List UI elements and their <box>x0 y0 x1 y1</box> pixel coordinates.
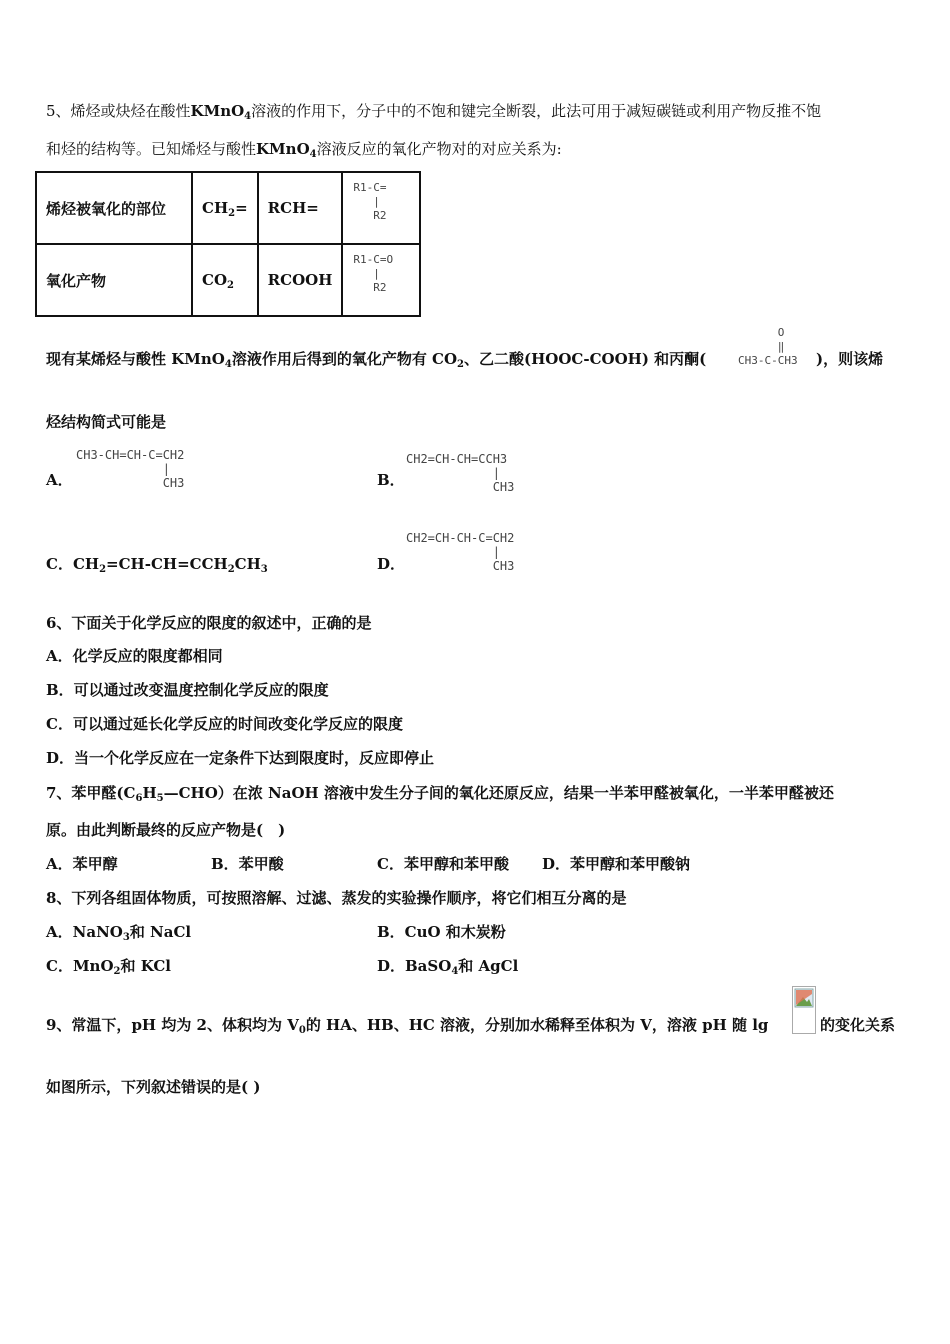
stem-text: 现有某烯烃与酸性 KMnO <box>46 350 225 368</box>
table-cell: RCH= <box>258 172 343 244</box>
q8-option-a <box>46 922 191 942</box>
cell-text: = <box>235 199 248 217</box>
sub: 4 <box>244 111 252 122</box>
q8-option-b: B．CuO 和木炭粉 <box>377 923 506 941</box>
table-cell: 氧化产物 <box>36 244 192 316</box>
table-cell <box>342 172 420 244</box>
stem-text: 溶液作用后得到的氧化产物有 CO <box>231 350 458 368</box>
structure-ketone: R1-C=O | R2 <box>353 253 394 294</box>
sub: 4 <box>309 149 317 160</box>
sub: 2 <box>99 564 107 575</box>
q5-stem: 现有某烯烃与酸性 KMnO$_4$溶液作用后得到的氧化产物有 $CO_2$、乙二酸(HOOC-COOH) 和丙酮( <box>46 350 707 370</box>
sub: 4 <box>224 359 232 370</box>
option-text: 和 NaCl <box>129 923 192 941</box>
table-row <box>36 244 420 316</box>
q5-line1-a: 5、烯烃或炔烃在酸性 <box>46 102 191 120</box>
q5-stem-end: )，则该烯 <box>816 350 884 368</box>
q5-line1-b: 溶液的作用下，分子中的不饱和键完全断裂，此法可用于减短碳链或利用产物反推不饱 <box>251 102 822 120</box>
table-cell <box>192 172 258 244</box>
broken-image-icon <box>792 986 816 1034</box>
q7-stem <box>46 783 834 803</box>
q5-line2-a: 和烃的结构等。已知烯烃与酸性 <box>46 140 257 158</box>
sub: 2 <box>227 564 235 575</box>
q5-option-a-label: A． <box>46 471 73 489</box>
stem-text: —CHO）在浓 NaOH 溶液中发生分子间的氧化还原反应，结果一半苯甲醛被氧化，一半苯甲醛被还 <box>163 784 834 802</box>
sub: 2 <box>228 208 236 219</box>
q8-option-d <box>377 956 518 976</box>
cell-text: CO <box>202 271 228 289</box>
sub: 2 <box>113 966 121 977</box>
q5-line2-b: 溶液反应的氧化产物对的对应关系为: <box>316 140 562 158</box>
q6-option-a: A．化学反应的限度都相同 <box>46 647 223 665</box>
stem-text: 的 HA、HB、HC 溶液，分别加水稀释至体积为 V，溶液 pH 随 lg <box>305 1016 769 1034</box>
option-label: C． <box>46 555 73 573</box>
q5-option-b-label: B． <box>377 471 405 489</box>
q6-option-b: B．可以通过改变温度控制化学反应的限度 <box>46 681 329 699</box>
option-text: CH <box>234 555 261 573</box>
sub: 6 <box>135 793 143 804</box>
sub: 3 <box>122 932 130 943</box>
q5-line1 <box>46 101 821 121</box>
table-cell: 烯烃被氧化的部位 <box>36 172 192 244</box>
table-cell <box>192 244 258 316</box>
q7-option-d: D．苯甲醇和苯甲酸钠 <box>542 855 691 873</box>
oxidation-table <box>35 171 421 317</box>
q5-option-a-structure: CH3-CH=CH-C=CH2 | CH3 <box>76 448 185 490</box>
table-row <box>36 172 420 244</box>
sub: 0 <box>298 1025 306 1036</box>
option-text: A．NaNO <box>46 923 123 941</box>
table-cell: RCOOH <box>258 244 343 316</box>
option-text: =CH-CH=CCH <box>106 555 228 573</box>
q6-option-d: D．当一个化学反应在一定条件下达到限度时，反应即停止 <box>46 749 435 767</box>
q5-option-b-structure: CH2=CH-CH=CCH3 | CH3 <box>406 452 515 494</box>
q5-option-c <box>46 554 268 574</box>
sub: 4 <box>451 966 459 977</box>
acetone-structure: O ‖ CH3-C-CH3 <box>738 326 798 367</box>
structure-r1-c-r2: R1-C= | R2 <box>353 181 387 222</box>
q6-option-c: C．可以通过延长化学反应的时间改变化学反应的限度 <box>46 715 403 733</box>
q9-stem-line2: 如图所示，下列叙述错误的是( ) <box>46 1078 261 1096</box>
kmno4-text: KMnO <box>190 102 245 120</box>
sub: 2 <box>227 280 234 291</box>
image-placeholder-icon <box>793 987 815 1009</box>
q5-option-d-structure: CH2=CH-CH-C=CH2 | CH3 <box>406 531 515 573</box>
kmno4-text: KMnO <box>256 140 310 158</box>
option-text: 和 AgCl <box>458 957 519 975</box>
q7-option-c: C．苯甲醇和苯甲酸 <box>377 855 509 873</box>
q8-stem: 8、下列各组固体物质，可按照溶解、过滤、蒸发的实验操作顺序，将它们相互分离的是 <box>46 889 627 907</box>
cell-text: CH <box>202 199 229 217</box>
q7-option-a: A．苯甲醇 <box>46 855 118 873</box>
stem-text: 、乙二酸(HOOC-COOH) 和丙酮( <box>464 350 707 368</box>
q5-option-d-label: D． <box>377 555 406 573</box>
q6-stem: 6、下面关于化学反应的限度的叙述中，正确的是 <box>46 614 372 632</box>
option-text: CH <box>72 555 100 573</box>
option-text: C．MnO <box>46 957 114 975</box>
sub: 5 <box>156 793 164 804</box>
q5-line2 <box>46 139 562 159</box>
q5-stem-line2: 烃结构简式可能是 <box>46 413 167 431</box>
q9-stem-end: 的变化关系 <box>820 1016 896 1034</box>
stem-text: 7、苯甲醛(C <box>46 784 136 802</box>
q9-stem <box>46 1015 768 1035</box>
option-text: 和 KCl <box>120 957 171 975</box>
sub: 3 <box>260 564 268 575</box>
q7-stem-line2: 原。由此判断最终的反应产物是( ) <box>46 821 286 839</box>
table-cell <box>342 244 420 316</box>
option-text: D．BaSO <box>377 957 452 975</box>
q7-option-b: B．苯甲酸 <box>211 855 284 873</box>
q8-option-c <box>46 956 171 976</box>
stem-text: 9、常温下，pH 均为 2、体积均为 V <box>46 1016 299 1034</box>
stem-text: H <box>142 784 157 802</box>
